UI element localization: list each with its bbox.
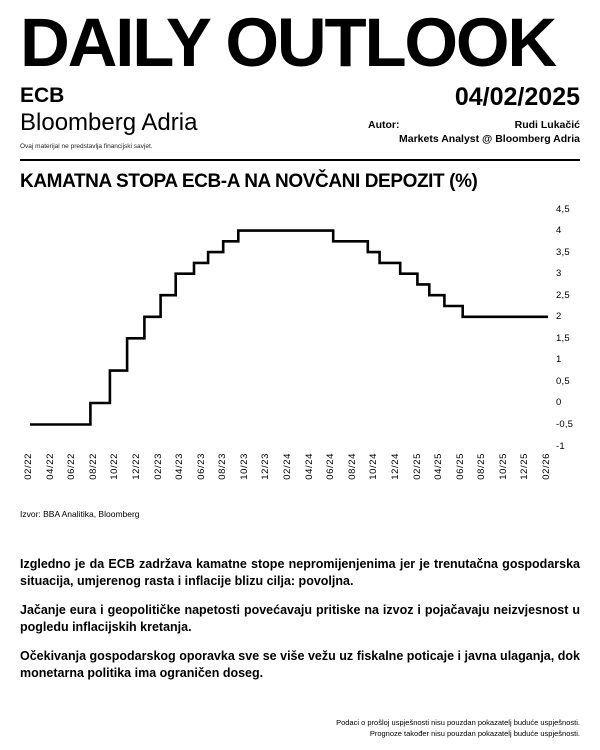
x-tick-label: 08/25 [476, 453, 488, 480]
y-tick-label: 3,5 [556, 246, 570, 258]
y-tick-label: 4,5 [556, 203, 570, 215]
x-tick-label: 02/23 [152, 453, 164, 480]
y-tick-label: 1,5 [556, 332, 570, 344]
header [0, 4, 600, 161]
x-tick-label: 12/23 [260, 453, 272, 480]
author-title: Markets Analyst @ Bloomberg Adria [398, 133, 580, 145]
rate-chart [0, 201, 600, 501]
rate-step-line [30, 231, 548, 425]
author-label: Autor: [368, 119, 400, 131]
chart-title: KAMATNA STOPA ECB-A NA NOVČANI DEPOZIT (%) [20, 171, 478, 192]
x-tick-label: 12/25 [519, 453, 531, 480]
chart-source: Izvor: BBA Analitika, Bloomberg [20, 509, 140, 519]
x-tick-label: 10/23 [238, 453, 250, 480]
x-tick-label: 04/22 [44, 453, 56, 480]
page-title: DAILY OUTLOOK [20, 4, 555, 81]
x-tick-label: 02/25 [411, 453, 423, 480]
x-tick-label: 04/25 [433, 453, 445, 480]
header-divider [20, 159, 580, 161]
header-right [368, 84, 580, 146]
header-disclaimer: Ovaj materijal ne predstavlja financijski savjet. [20, 143, 153, 150]
x-tick-label: 04/23 [174, 453, 186, 480]
x-tick-label: 12/24 [389, 453, 401, 480]
header-left [20, 84, 197, 151]
x-tick-label: 02/26 [541, 453, 552, 480]
header-info-row [20, 84, 580, 151]
y-tick-label: 0 [556, 397, 562, 409]
commentary-paragraph: Izgledno je da ECB zadržava kamatne stope nepromijenjenima jer je trenutačna gospodarska situacija, umjerenog rasta i inflacije blizu cilja: povoljna. [20, 557, 580, 588]
x-tick-label: 08/23 [217, 453, 229, 480]
commentary-paragraph: Jačanje eura i geopolitičke napetosti povećavaju pritiske na izvoz i pojačavaju neizvjesnost u pogledu inflacijskih kretanja. [20, 603, 580, 634]
y-tick-label: 1 [556, 354, 562, 366]
x-tick-label: 08/22 [87, 453, 99, 480]
y-tick-label: 0,5 [556, 375, 570, 387]
issue-date: 04/02/2025 [454, 83, 580, 111]
y-tick-label: 4 [556, 225, 562, 237]
x-tick-label: 06/23 [195, 453, 207, 480]
footer [336, 718, 580, 739]
y-tick-label: 3 [556, 268, 562, 280]
topic-label: ECB [20, 84, 65, 107]
x-tick-label: 06/25 [454, 453, 466, 480]
x-tick-label: 12/22 [130, 453, 142, 480]
commentary-paragraph: Očekivanja gospodarskog oporavka sve se više vežu uz fiskalne poticaje i javna ulaganja, dok monetarna politika ima ograničen doseg. [20, 649, 580, 680]
y-tick-label: -1 [556, 440, 565, 452]
x-tick-label: 02/24 [282, 453, 293, 480]
footer-line: Podaci o prošloj uspješnosti nisu pouzdan pokazatelj buduće uspješnosti. [336, 718, 580, 727]
y-tick-label: 2 [556, 311, 562, 323]
brand-name: Bloomberg Adria [20, 109, 198, 136]
x-tick-label: 04/24 [303, 453, 315, 480]
footer-line: Prognoze također nisu pouzdan pokazatelj buduće uspješnosti. [369, 728, 580, 738]
y-tick-label: -0,5 [556, 419, 574, 430]
x-tick-label: 10/22 [109, 453, 121, 480]
chart-section [0, 171, 600, 520]
y-tick-label: 2,5 [556, 289, 570, 301]
x-tick-label: 02/22 [23, 453, 34, 480]
author-row [368, 119, 580, 132]
x-tick-label: 06/24 [325, 453, 337, 480]
x-tick-label: 10/24 [368, 453, 380, 480]
author-name: Rudi Lukačić [514, 119, 580, 131]
x-tick-label: 06/22 [66, 453, 78, 480]
commentary [20, 556, 580, 681]
x-tick-label: 10/25 [497, 453, 509, 480]
x-tick-label: 08/24 [346, 453, 358, 480]
